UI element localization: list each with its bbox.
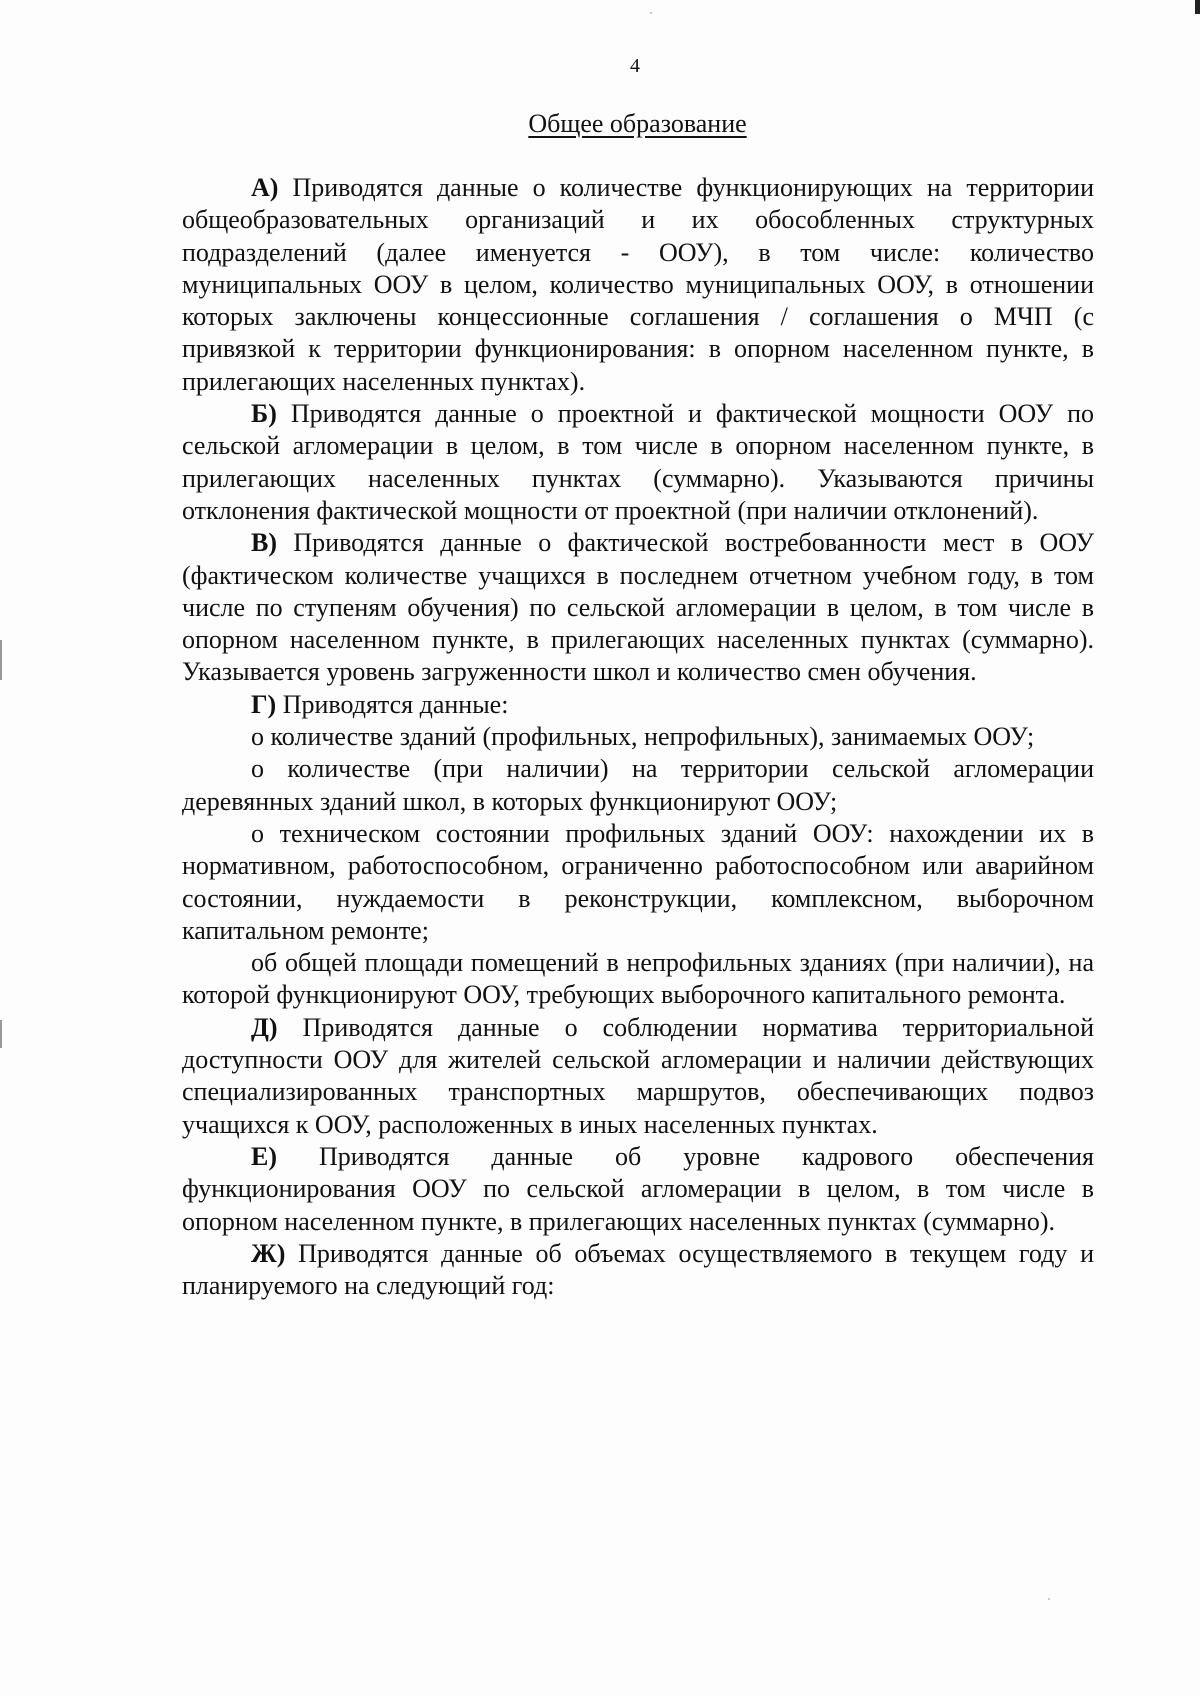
paragraph-text: Приводятся данные об уровне кадрового обеспечения функционирования ООУ по сельской агломерации в целом, в том числе в опорном населенном пункте, в прилегающих населенных пунктах (суммарно). (182, 1141, 1094, 1236)
paragraph-zh (182, 1238, 1094, 1303)
paragraph-text: Приводятся данные о проектной и фактической мощности ООУ по сельской агломерации в целом, в том числе в опорном населенном пункте, в прилегающих населенных пунктах (суммарно). Указываются причины отклонения фактической мощности от проектной (при наличии отклонений). (182, 399, 1094, 525)
paragraph-text: Приводятся данные об объемах осуществляемого в текущем году и планируемого на следующий год: (182, 1238, 1094, 1301)
paragraph-a (182, 172, 1094, 398)
scan-edge-mark (1195, 0, 1200, 14)
paragraph-label: Е) (251, 1141, 277, 1171)
scan-speck (1048, 1598, 1050, 1600)
paragraph-label: В) (251, 528, 277, 558)
scan-edge-mark (0, 1020, 2, 1048)
paragraph-text: Приводятся данные о количестве функционирующих на территории общеобразовательных организаций и их обособленных структурных подразделений (далее именуется - ООУ), в том числе: количество муниципальных ООУ в целом, количество муниципальных ООУ, в отношении которых заключены концессионные соглашения / соглашения о МЧП (с привязкой к территории функционирования: в опорном населенном пункте, в прилегающих населенных пунктах). (182, 173, 1094, 396)
paragraph-g-item-4 (182, 947, 1094, 1012)
paragraph-label: А) (251, 173, 279, 202)
section-title: Общее образование (528, 109, 747, 138)
paragraph-label: Б) (251, 399, 277, 429)
page-number: 4 (630, 55, 640, 77)
paragraph-e (182, 1141, 1094, 1238)
paragraph-d (182, 1012, 1094, 1141)
paragraph-text: о количестве (при наличии) на территории сельской агломерации деревянных зданий школ, в которых функционируют ООУ; (182, 754, 1094, 816)
paragraph-g-item-2 (182, 753, 1094, 818)
paragraph-text: о техническом состоянии профильных зданий ООУ: нахождении их в нормативном, работоспособном, ограниченно работоспособном или аварийном состоянии, нуждаемости в реконструкции, комплексном, выборочном капитальном ремонте; (182, 818, 1094, 945)
document-body (182, 172, 1094, 1302)
paragraph-text: об общей площади помещений в непрофильных зданиях (при наличии), на которой функционируют ООУ, требующих выборочного капитального ремонта. (182, 948, 1094, 1010)
paragraph-g-item-3 (182, 818, 1094, 947)
paragraph-label: Г) (251, 689, 277, 719)
paragraph-v (182, 527, 1094, 688)
paragraph-b (182, 398, 1094, 527)
paragraph-text: о количестве зданий (профильных, непрофильных), занимаемых ООУ; (251, 722, 1035, 752)
paragraph-text: Приводятся данные: (276, 689, 509, 719)
paragraph-text: Приводятся данные о соблюдении норматива территориальной доступности ООУ для жителей сельской агломерации и наличии действующих специализированных транспортных маршрутов, обеспечивающих подвоз учащихся к ООУ, расположенных в иных населенных пунктах. (182, 1012, 1094, 1139)
paragraph-g (182, 689, 1094, 721)
scan-speck (650, 12, 652, 14)
paragraph-label: Ж) (251, 1238, 286, 1268)
scan-edge-mark (0, 640, 2, 680)
paragraph-g-item-1 (182, 721, 1094, 753)
paragraph-text: Приводятся данные о фактической востребованности мест в ООУ (фактическом количестве учащихся в последнем отчетном учебном году, в том числе по ступеням обучения) по сельской агломерации в целом, в том числе в опорном населенном пункте, в прилегающих населенных пунктах (суммарно). Указывается уровень загруженности школ и количество смен обучения. (182, 528, 1094, 687)
paragraph-label: Д) (251, 1012, 278, 1042)
